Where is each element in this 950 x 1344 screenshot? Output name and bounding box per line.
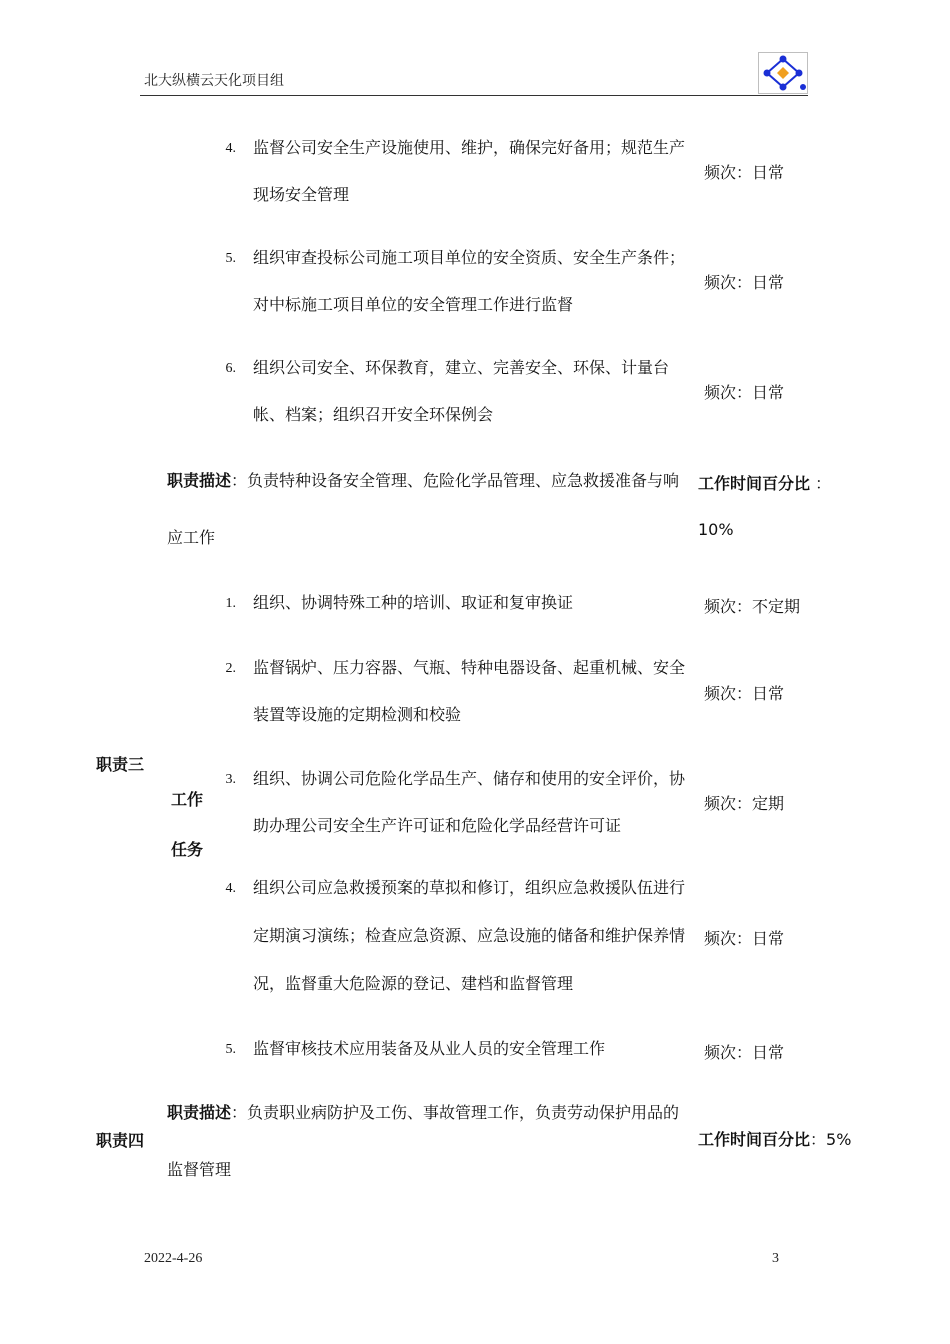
duty-description-label: 职责描述 — [167, 471, 232, 490]
task-number: 4. — [225, 881, 236, 896]
task-text: 组织、协调公司危险化学品生产、储存和使用的安全评价，协助办理公司安全生产许可证和危险化学品经营许可证 — [253, 769, 686, 835]
duty-description-text: ：负责职业病防护及工伤、事故管理工作，负责劳动保护用品的监督管理 — [167, 1103, 680, 1179]
page-number: 3 — [772, 1251, 779, 1266]
task-number: 3. — [225, 772, 236, 787]
duty-description — [167, 452, 687, 566]
task-number: 4. — [225, 141, 236, 156]
header-org: 北大纵横云天化项目组 — [144, 74, 284, 89]
work-time-colon: ： — [815, 474, 832, 493]
task-text: 监督公司安全生产设施使用、维护，确保完好备用；规范生产现场安全管理 — [253, 138, 686, 204]
duty-description — [167, 1084, 687, 1198]
task-text: 组织公司应急救援预案的草拟和修订，组织应急救援队伍进行定期演习演练；检查应急资源、应急设施的储备和维护保养情况，监督重大危险源的登记、建档和监督管理 — [253, 878, 686, 993]
work-time-value: ：5% — [810, 1130, 852, 1149]
work-time-label: 工作时间百分比 — [698, 474, 811, 493]
task-frequency: 频次：日常 — [704, 684, 785, 703]
task-number: 6. — [225, 361, 236, 376]
work-task-label: 工作 — [171, 790, 204, 809]
work-time-label: 工作时间百分比 — [698, 1130, 811, 1149]
work-task-label: 任务 — [171, 840, 204, 859]
task-frequency: 频次：日常 — [704, 383, 785, 402]
task-frequency: 频次：日常 — [704, 163, 785, 182]
task-text: 组织审查投标公司施工项目单位的安全资质、安全生产条件；对中标施工项目单位的安全管理工作进行监督 — [253, 248, 686, 314]
task-frequency: 频次：日常 — [704, 273, 785, 292]
task-text: 组织公司安全、环保教育，建立、完善安全、环保、计量台帐、档案；组织召开安全环保例会 — [253, 358, 670, 424]
task-number: 1. — [225, 596, 236, 611]
task-number: 5. — [225, 251, 236, 266]
task-number: 5. — [225, 1042, 236, 1057]
duty-description-text: ：负责特种设备安全管理、危险化学品管理、应急救援准备与响应工作 — [167, 471, 680, 547]
task-frequency: 频次：日常 — [704, 929, 785, 948]
work-time-percentage — [698, 1127, 851, 1150]
duty-description-label: 职责描述 — [167, 1103, 232, 1122]
logo-icon — [759, 53, 807, 93]
task-frequency: 频次：定期 — [704, 794, 785, 813]
task-text: 组织、协调特殊工种的培训、取证和复审换证 — [253, 593, 574, 612]
company-logo — [758, 52, 808, 94]
footer-date: 2022-4-26 — [144, 1251, 203, 1266]
task-frequency: 频次：日常 — [704, 1043, 785, 1062]
header-divider — [140, 95, 808, 96]
task-text: 监督审核技术应用装备及从业人员的安全管理工作 — [253, 1039, 606, 1058]
work-time-value: 10% — [698, 520, 734, 539]
duty-three-label: 职责三 — [96, 755, 145, 774]
task-number: 2. — [225, 661, 236, 676]
work-time-percentage — [698, 471, 831, 494]
task-text: 监督锅炉、压力容器、气瓶、特种电器设备、起重机械、安全装置等设施的定期检测和校验 — [253, 658, 686, 724]
task-frequency: 频次：不定期 — [704, 597, 801, 616]
duty-four-label: 职责四 — [96, 1131, 145, 1150]
